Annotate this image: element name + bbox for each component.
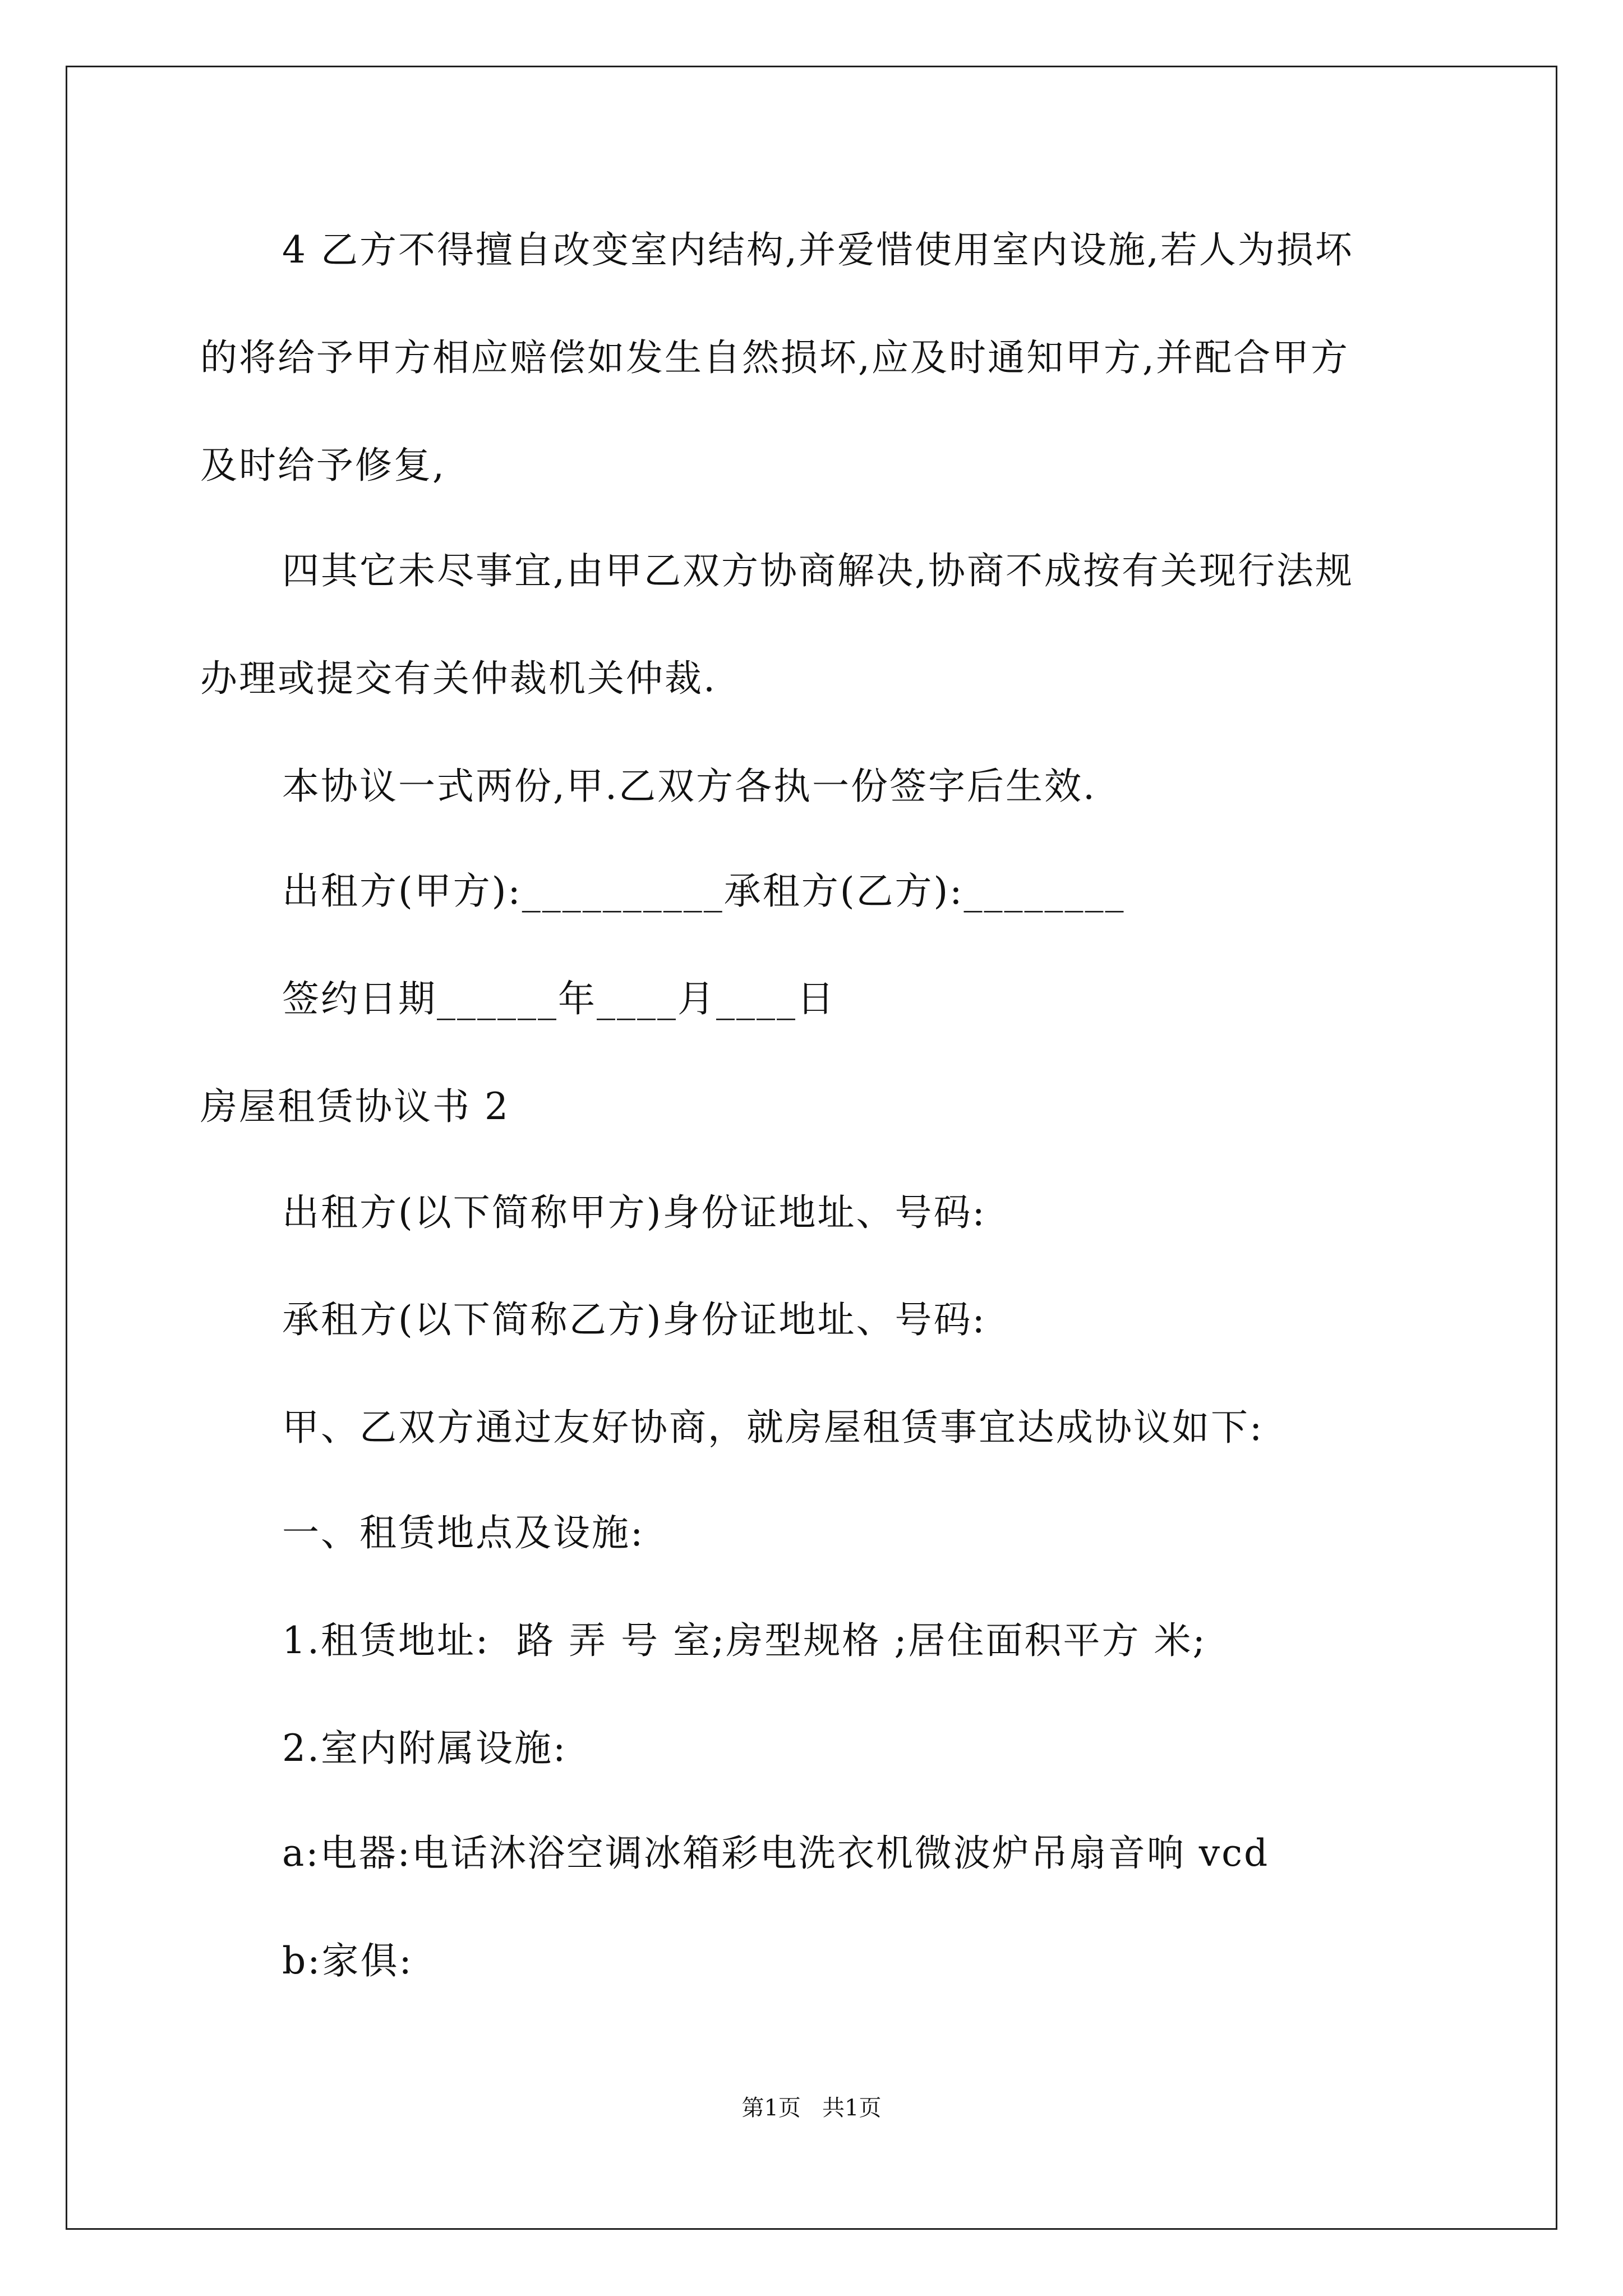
- paragraph-line: 甲、乙双方通过友好协商，就房屋租赁事宜达成协议如下:: [282, 1406, 1264, 1449]
- date-line: 签约日期______年____月____日: [282, 977, 836, 1020]
- paragraph-line: 的将给予甲方相应赔偿如发生自然损坏,应及时通知甲方,并配合甲方: [200, 336, 1349, 379]
- paragraph-line: 1.租赁地址: 路 弄 号 室;房型规格 ;居住面积平方 米;: [282, 1619, 1207, 1662]
- paragraph-line: 一、租赁地点及设施:: [282, 1511, 645, 1554]
- page-border: [66, 66, 1557, 2230]
- paragraph-line: 四其它未尽事宜,由甲乙双方协商解决,协商不成按有关现行法规: [282, 549, 1354, 592]
- paragraph-line: 2.室内附属设施:: [282, 1727, 568, 1770]
- page-footer: 第1页 共1页: [741, 2095, 882, 2121]
- paragraph-line: 承租方(以下简称乙方)身份证地址、号码:: [282, 1298, 986, 1341]
- section-title: 房屋租赁协议书 2: [200, 1085, 510, 1128]
- signature-line: 出租方(甲方):__________承租方(乙方):________: [282, 869, 1126, 913]
- paragraph-line: 及时给予修复,: [200, 444, 446, 487]
- paragraph-line: b:家俱:: [282, 1939, 413, 1982]
- paragraph-line: 出租方(以下简称甲方)身份证地址、号码:: [282, 1191, 986, 1234]
- paragraph-line: a:电器:电话沐浴空调冰箱彩电洗衣机微波炉吊扇音响 vcd: [282, 1832, 1270, 1875]
- paragraph-line: 办理或提交有关仲裁机关仲裁.: [200, 657, 717, 700]
- paragraph-line: 4 乙方不得擅自改变室内结构,并爱惜使用室内设施,若人为损坏: [282, 228, 1354, 272]
- paragraph-line: 本协议一式两份,甲.乙双方各执一份签字后生效.: [282, 765, 1096, 808]
